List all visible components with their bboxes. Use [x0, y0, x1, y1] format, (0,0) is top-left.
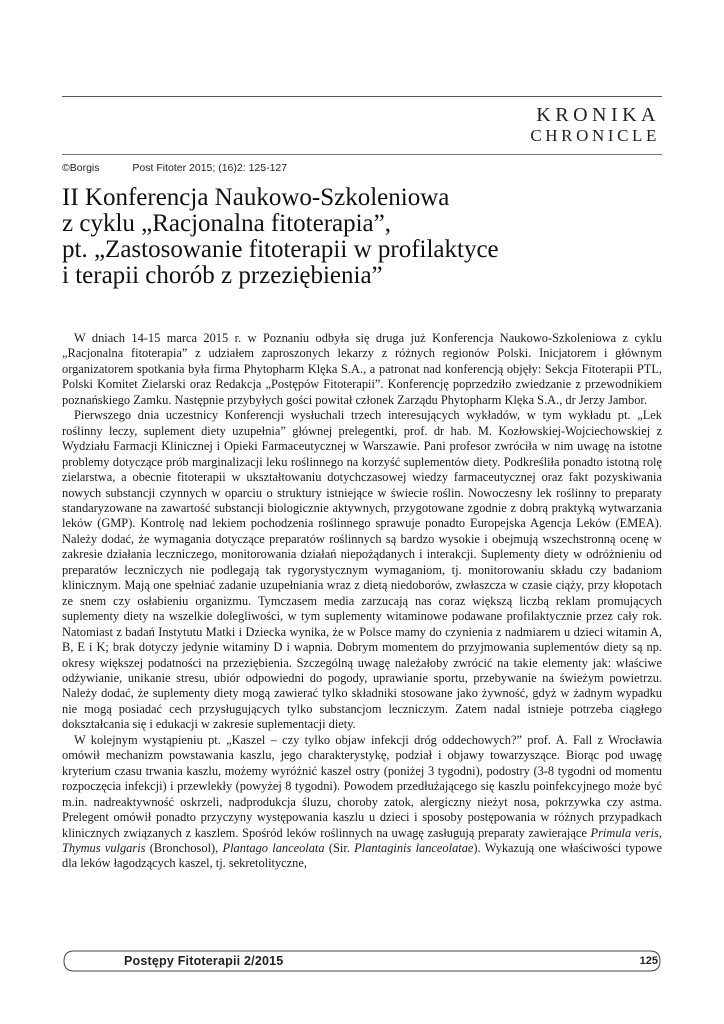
article-body — [62, 331, 662, 872]
paragraph-1: W dniach 14-15 marca 2015 r. w Poznaniu odbyła się druga już Konferencja Naukowo-Szkoleniowa z cyklu „Racjonalna fitoterapia” z udziałem zaproszonych lekarzy z różnych regionów Polski. Inicjatorem i głównym organizatorem spotkania była firma Phytopharm Klęka S.A., a patronat nad konferencją objęły: Sekcja Fitoterapii PTL, Polski Komitet Zielarski oraz Redakcja „Postępów Fitoterapii”. Konferencję poprzedziło zwiedzanie z przewodnikiem poznańskiego Zamku. Następnie przybyłych gości powitał członek Zarządu Phytopharm Klęka S.A., dr Jerzy Jambor. — [62, 331, 662, 407]
paragraph-3 — [62, 733, 662, 872]
publisher-label: ©Borgis — [62, 162, 100, 174]
section-label-english: CHRONICLE — [530, 126, 660, 145]
section-label-polish: KRONIKA — [536, 104, 660, 126]
species-plantago-lanceolata: Plantago lanceolata — [222, 840, 325, 855]
species-plantaginis-lanceolatae: Plantaginis lanceolatae — [354, 840, 474, 855]
article-meta — [62, 162, 287, 174]
header-top-rule — [62, 96, 662, 97]
paragraph-3-text-a: W kolejnym wystąpieniu pt. „Kaszel – czy tylko objaw infekcji dróg oddechowych?” prof. A. Fall z Wrocławia omówił mechanizm powstawania kaszlu, jego charakterystykę, podział i objawy towarzyszące. Biorąc pod uwagę kryterium czasu trwania kaszlu, możemy wyróżnić kaszel ostry (poniżej 3 tygodni), podostry (3-8 tygodni od momentu rozpoczęcia infekcji) i przewlekły (powyżej 8 tygodni). Powodem przedłużającego się kaszlu poinfekcyjnego może być m.in. nadreaktywność oskrzeli, nadprodukcja śluzu, choroby zatok, alergiczny nieżyt nosa, pokrzywka czy astma. Prelegent omówił ponadto przyczyny występowania kaszlu u dzieci i sposoby postępowania w różnych przypadkach klinicznych związanych z kaszlem. Spośród leków roślinnych na uwagę zasługują preparaty zawierające — [62, 732, 662, 840]
species-thymus-vulgaris: Thymus vulgaris — [62, 840, 146, 855]
paragraph-2: Pierwszego dnia uczestnicy Konferencji wysłuchali trzech interesujących wykładów, w tym wykładu pt. „Lek roślinny leczy, suplement diety uzupełnia” głównej prelegentki, prof. dr hab. M. Kozłowskiej-Wojciechowskiej z Wydziału Farmacji Klinicznej i Opieki Farmaceutycznej w Warszawie. Pani profesor zwróciła w nim uwagę na istotne problemy dotyczące prób marginalizacji leku roślinnego na korzyść suplementów diety. Podkreśliła ponadto istotną rolę zielarstwa, a obecnie fitoterapii w ukształtowaniu dotychczasowej wiedzy farmaceutycznej oraz fakt pozyskiwania nowych substancji czynnych w oparciu o struktury istniejące w świecie roślin. Nowoczesny lek roślinny to preparaty standaryzowane na zawartość substancji biologicznie aktywnych, przygotowane zgodnie z dobrą praktyką wytwarzania leków (GMP). Kontrolę nad lekiem pochodzenia roślinnego sprawuje ponadto Europejska Agencja Leków (EMEA). Należy dodać, że wymagania dotyczące preparatów roślinnych są bardzo wysokie i obejmują wszechstronną ocenę w zakresie działania leczniczego, monitorowania działań niepożądanych i interakcji. Suplementy diety w odróżnieniu od preparatów leczniczych nie podlegają tak rygorystycznym wymaganiom, tj. monitorowaniu składu czy badaniom klinicznym. Mają one spełniać zadanie uzupełniania wraz z dietą niedoborów, zwłaszcza w czasie ciąży, przy kłopotach ze snem czy osłabieniu organizmu. Tymczasem media zarzucają nas coraz większą liczbą reklam promujących suplementy diety na wszelkie dolegliwości, w tym suplementy witaminowe podawane profilaktycznie przez cały rok. Natomiast z badań Instytutu Matki i Dziecka wynika, że w Polsce mamy do czynienia z nadmiarem u dzieci witamin A, B, E i K; brak dotyczy jedynie witaminy D i wapnia. Dobrym momentem do przyjmowania suplementów diety są np. okresy większej podatności na przeziębienia. Szczególną uwagę należałoby zwrócić na takie elementy jak: właściwe odżywianie, unikanie stresu, ubiór odpowiedni do pogody, uprawianie sportu, przebywanie na świeżym powietrzu. Należy dodać, że suplementy diety mogą zawierać tylko składniki stosowane jako żywność, gdyż w żadnym wypadku nie mogą posiadać cech przysługujących tylko substancjom leczniczym. Zatem nadal istnieje potrzeba ciągłego dokształcania się i edukacji w zakresie suplementacji diety. — [62, 408, 662, 732]
header-bottom-rule — [62, 154, 662, 155]
article-title — [62, 185, 662, 289]
title-line-4: i terapii chorób z przeziębienia” — [62, 262, 383, 289]
species-primula-veris: Primula veris — [590, 825, 659, 840]
separator-1: , — [658, 825, 662, 840]
title-line-3: pt. „Zastosowanie fitoterapii w profilaktyce — [62, 236, 499, 263]
title-line-2: z cyklu „Racjonalna fitoterapia”, — [62, 210, 392, 237]
separator-3: (Sir. — [324, 840, 355, 855]
page-number: 125 — [639, 955, 658, 967]
paragraph-3-text-b: ). Wykazują one właściwości typowe dla leków łagodzących kaszel, tj. sekretolityczne, — [62, 840, 662, 871]
citation: Post Fitoter 2015; (16)2: 125-127 — [132, 162, 288, 174]
title-line-1: II Konferencja Naukowo-Szkoleniowa — [62, 184, 450, 211]
separator-2: (Bronchosol), — [145, 840, 223, 855]
journal-name: Postępy Fitoterapii 2/2015 — [120, 954, 287, 968]
